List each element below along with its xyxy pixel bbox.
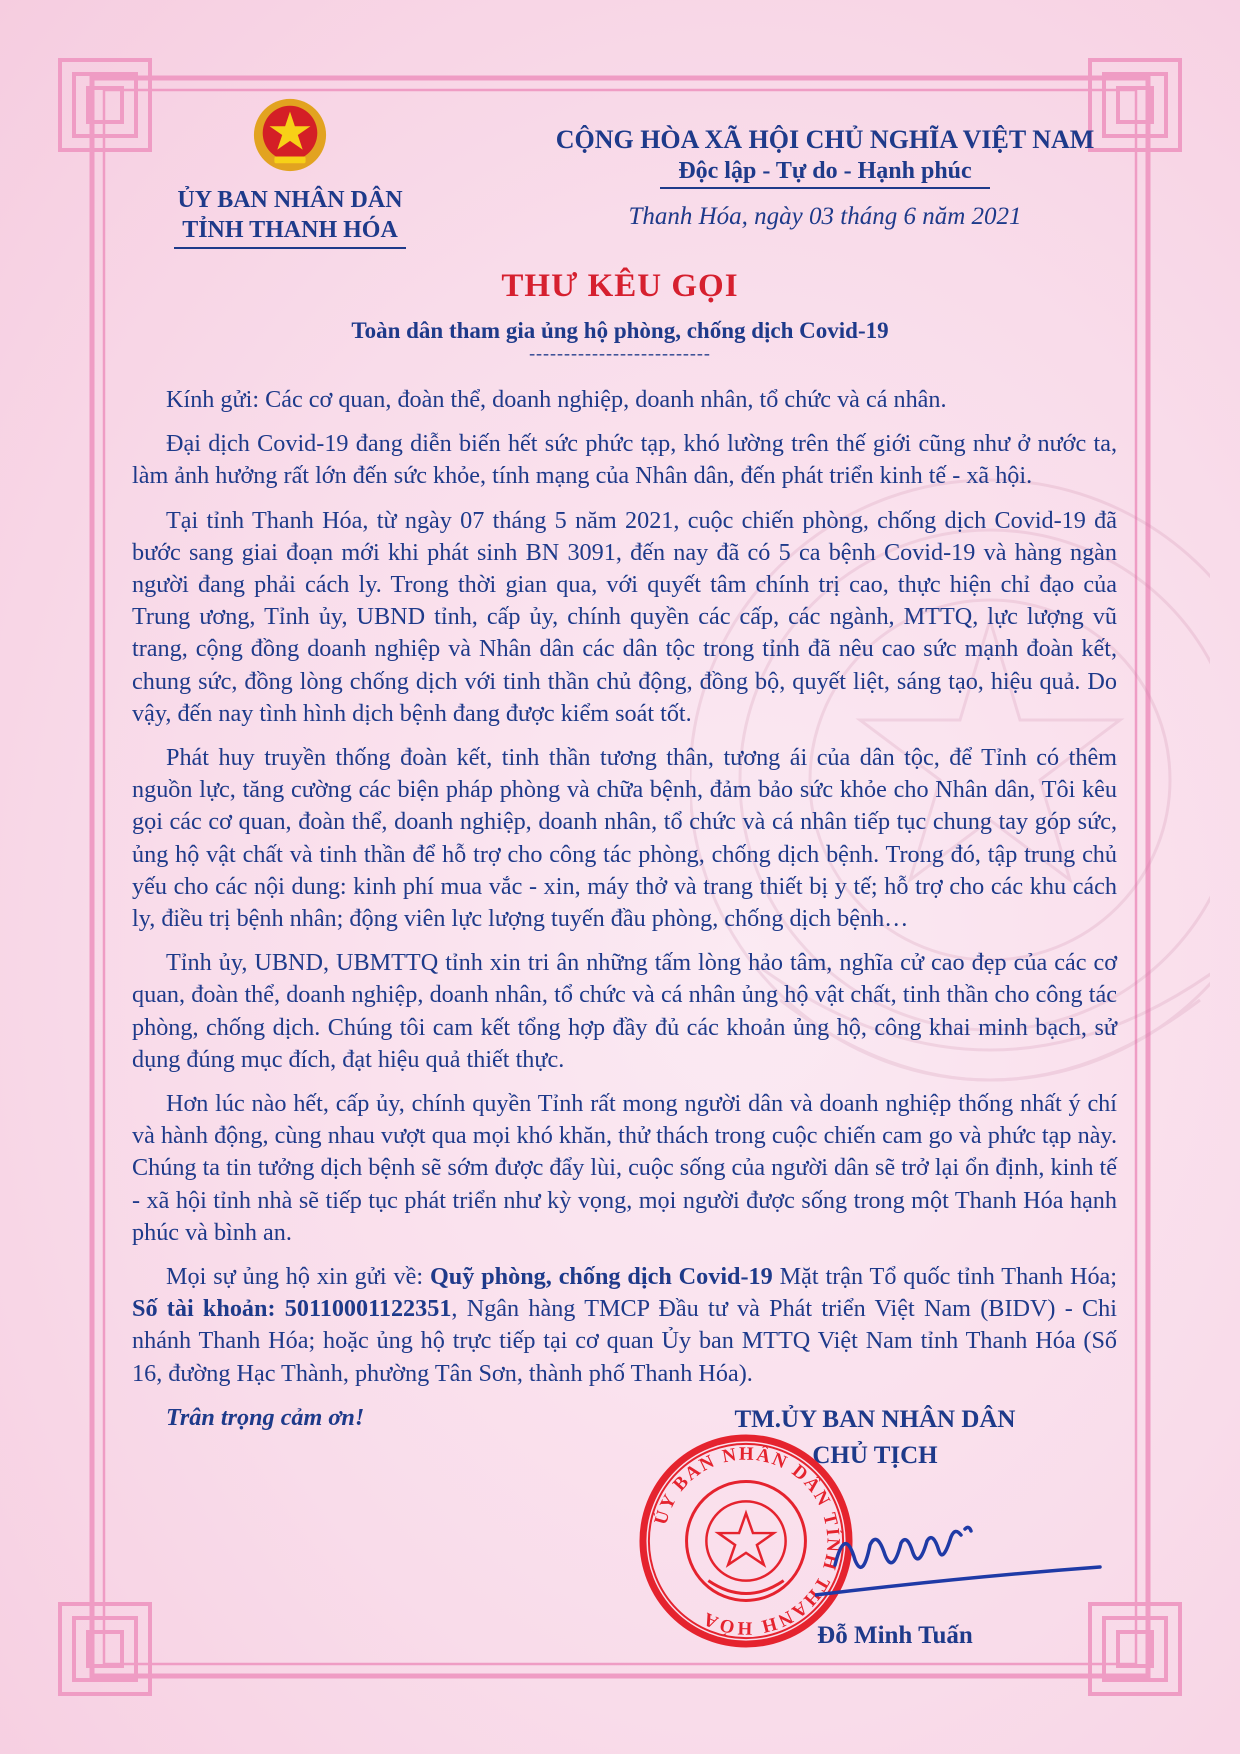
account-number: Số tài khoản: 50110001122351 xyxy=(132,1295,452,1323)
paragraph-2: Đại dịch Covid-19 đang diễn biến hết sức phức tạp, khó lường trên thế giới cũng như ở nước ta, làm ảnh hưởng rất lớn đến sức khỏe, tính mạng của Nhân dân, đến phát triển kinh tế - xã hội. xyxy=(132,430,1117,490)
signer-name: Đỗ Minh Tuấn xyxy=(817,1622,973,1649)
donation-mid: Mặt trận Tổ quốc tỉnh Thanh Hóa; xyxy=(772,1263,1117,1291)
fund-name: Quỹ phòng, chống dịch Covid-19 xyxy=(429,1263,773,1291)
org-underline xyxy=(174,247,406,249)
national-header xyxy=(530,124,1120,231)
document-date: Thanh Hóa, ngày 03 tháng 6 năm 2021 xyxy=(628,203,1022,230)
issuer-header xyxy=(145,96,435,249)
document-subtitle: Toàn dân tham gia ủng hộ phòng, chống dịch Covid-19 xyxy=(351,318,889,343)
donation-end: , Ngân hàng TMCP Đầu tư và Phát triển Việt Nam (BIDV) - Chi nhánh Thanh Hóa; hoặc ủng hộ trực tiếp tại cơ quan Ủy ban MTTQ Việt Nam tỉnh Thanh Hóa (Số 16, đường Hạc Thành, phường Tân Sơn, thành phố Thanh Hóa). xyxy=(132,1295,1117,1387)
title-separator: -------------------------- xyxy=(529,343,711,363)
document-title: THƯ KÊU GỌI xyxy=(501,268,739,304)
motto-underline xyxy=(660,187,990,189)
donation-intro: Mọi sự ủng hộ xin gửi về: xyxy=(166,1263,430,1291)
paragraph-5: Tỉnh ủy, UBND, UBMTTQ tỉnh xin tri ân những tấm lòng hảo tâm, nghĩa cử cao đẹp của các cơ quan, đoàn thể, doanh nghiệp, doanh nhân, tổ chức và cá nhân ủng hộ vật chất, tinh thần cho công tác phòng, chống dịch. Chúng tôi cam kết tổng hợp đầy đủ các khoản ủng hộ, công khai minh bạch, sử dụng đúng mục đích, đạt hiệu quả thiết thực. xyxy=(132,949,1117,1073)
national-emblem-icon xyxy=(251,96,329,174)
letter-body xyxy=(132,384,1117,1446)
paragraph-4: Phát huy truyền thống đoàn kết, tinh thần tương thân, tương ái của dân tộc, để Tỉnh có thêm nguồn lực, tăng cường các biện pháp phòng và chữa bệnh, đảm bảo sức khỏe cho Nhân dân, Tôi kêu gọi các cơ quan, đoàn thể, doanh nghiệp, doanh nhân, tổ chức và cá nhân tiếp tục chung tay góp sức, ủng hộ vật chất và tinh thần để hỗ trợ cho công tác phòng, chống dịch bệnh. Trong đó, tập trung chủ yếu cho các nội dung: kinh phí mua vắc - xin, máy thở và trang thiết bị y tế; hỗ trợ cho các khu cách ly, điều trị bệnh nhân; động viên lực lượng tuyến đầu phòng, chống dịch bệnh… xyxy=(132,744,1117,933)
donation-paragraph xyxy=(132,1261,1117,1390)
org-line-1: ỦY BAN NHÂN DÂN xyxy=(177,187,403,213)
signature-role: CHỦ TỊCH xyxy=(812,1442,938,1469)
country-name: CỘNG HÒA XÃ HỘI CHỦ NGHĨA VIỆT NAM xyxy=(555,125,1095,154)
closing-line: Trân trọng cảm ơn! xyxy=(166,1403,365,1431)
salutation: Kính gửi: Các cơ quan, đoàn thể, doanh nghiệp, doanh nhân, tổ chức và cá nhân. xyxy=(166,386,947,413)
paragraph-3: Tại tỉnh Thanh Hóa, từ ngày 07 tháng 5 năm 2021, cuộc chiến phòng, chống dịch Covid-19 đã bước sang giai đoạn mới khi phát sinh BN 3091, đến nay đã có 5 ca bệnh Covid-19 và hàng ngàn người đang phải cách ly. Trong thời gian qua, với quyết tâm chính trị cao, thực hiện chỉ đạo của Trung ương, Tỉnh ủy, UBND tỉnh, cấp ủy, chính quyền các cấp, các ngành, MTTQ, lực lượng vũ trang, cộng đồng doanh nghiệp và Nhân dân các dân tộc trong tỉnh đã nêu cao sức mạnh đoàn kết, chung sức, đồng lòng chống dịch với tinh thần chủ động, đồng bộ, quyết liệt, sáng tạo, hiệu quả. Do vậy, đến nay tình hình dịch bệnh đang được kiểm soát tốt. xyxy=(132,506,1117,727)
org-line-2: TỈNH THANH HÓA xyxy=(182,217,398,243)
handwritten-signature xyxy=(815,1505,1115,1605)
paragraph-6: Hơn lúc nào hết, cấp ủy, chính quyền Tỉnh rất mong người dân và doanh nghiệp thống nhất ý chí và hành động, cùng nhau vượt qua mọi khó khăn, thử thách trong cuộc chiến cam go và phức tạp này. Chúng ta tin tưởng dịch bệnh sẽ sớm được đẩy lùi, cuộc sống của người dân sẽ trở lại ổn định, kinh tế - xã hội tỉnh nhà sẽ tiếp tục phát triển như kỳ vọng, mọi người được sống trong một Thanh Hóa hạnh phúc và bình an. xyxy=(132,1090,1117,1246)
signature-org-line: TM.ỦY BAN NHÂN DÂN xyxy=(734,1406,1016,1433)
seal-text: ỦY BAN NHÂN DÂN TỈNH THANH HÓA xyxy=(650,1443,844,1639)
national-motto: Độc lập - Tự do - Hạnh phúc xyxy=(678,158,972,184)
